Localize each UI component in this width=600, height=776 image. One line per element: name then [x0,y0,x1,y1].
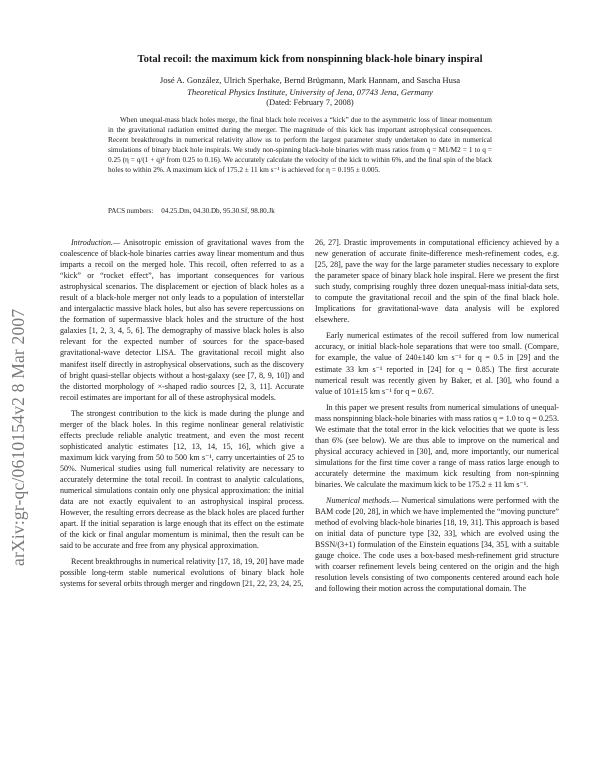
author-list: José A. González, Ulrich Sperhake, Bernd Brügmann, Mark Hannam, and Sascha Husa [159,75,461,85]
paragraph-numerical-methods [315,495,559,594]
paragraph-introduction [60,237,304,403]
abstract: When unequal-mass black holes merge, the final black hole receives a “kick” due to the asymmetric loss of linear momentum in the gravitational radiation emitted during the merger. The magnitude of this kick has important astrophysical consequences. Recent breakthroughs in numerical relativity allow us to perform the largest parameter study undertaken to date in numerical simulations of binary black hole inspirals. We study non-spinning black-hole binaries with mass ratios from q = M1/M2 = 1 to q = 0.25 (η = q/(1 + q)² from 0.25 to 0.16). We accurately calculate the velocity of the kick to within 6%, and the final spin of the black holes to within 2%. A maximum kick of 175.2 ± 11 km s⁻¹ is achieved for η = 0.195 ± 0.005. [108,115,492,174]
arxiv-identifier-stamp: arXiv:gr-qc/0610154v2 8 Mar 2007 [8,308,28,566]
paragraph: The strongest contribution to the kick is made during the plunge and merger of the black holes. In this regime nonlinear general relativistic effects preclude reliable analytic treatment, and even the most recent sophisticated analytic estimates [12, 13, 14, 15, 16], which give a maximum kick varying from 50 to 500 km s⁻¹, carry uncertainties of 25 to 50%. Numerical studies using full numerical relativity are necessary to accurately determine the total recoil. In contrast to analytic calculations, numerical simulations contain only one physical approximation: the initial data are not exactly equivalent to an astrophysical inspiral process. However, the resulting errors decrease as the black holes are placed further apart. If the initial separation is large enough that its effect on the estimate of the kick or final angular momentum is minimal, then the result can be said to be accurate and free from any physical approximation. [60,408,304,551]
pacs-codes: 04.25.Dm, 04.30.Db, 95.30.Sf, 98.80.Jk [161,207,275,215]
right-column [315,237,559,599]
section-runin-numerical-methods: Numerical methods.— [326,496,399,506]
date-line: (Dated: February 7, 2008) [266,98,354,107]
paragraph-text: Anisotropic emission of gravitational waves from the coalescence of black-hole binaries carries away linear momentum and thus imparts a recoil on the merged hole. This recoil, often referred to as a “kick” or “rocket effect”, has important consequences for various astrophysical scenarios. The displacement or ejection of black holes as a result of a black-hole merger not only leads to a population of interstellar and intergalactic massive black holes, but also has severe repercussions on the formation of supermassive black holes and the structure of the host galaxies [1, 2, 3, 4, 5, 6]. The demography of massive black holes is also relevant for the expected number of sources for the space-based gravitational-wave detector LISA. The gravitational recoil might also manifest itself directly in astrophysical observations, such as the discovery of bright quasi-stellar objects without a host-galaxy (see [7, 8, 9, 10]) and the distorted morphology of ×-shaped radio sources [2, 3, 11]. Accurate recoil estimates are important for all of these astrophysical models. [60,238,304,402]
paragraph: Recent breakthroughs in numerical relativity [17, 18, 19, 20] have made possible long-term stable numerical evolutions of binary black hole systems for several orbits through merger and ringdown [21, 22, 23, 24, 25, [60,557,304,589]
paragraph-continued: 26, 27]. Drastic improvements in computational efficiency achieved by a new generation of accurate finite-difference mesh-refinement codes, e.g. [25, 28], pave the way for the large parameter studies necessary to explore the parameter space of binary black hole inspiral. Here we present the first such study, comprising roughly three dozen unequal-mass initial-data sets, to compute the gravitational recoil and the spin of the final black hole. Implications for gravitational-wave data analysis will be explored elsewhere. [315,238,559,325]
pacs-label: PACS numbers: [108,207,154,215]
left-column [60,237,304,594]
paragraph: In this paper we present results from numerical simulations of unequal-mass nonspinning black-hole binaries with mass ratios q = 1.0 to q = 0.253. We estimate that the total error in the kick velocities that we quote is less than 6% (see below). We are thus able to improve on the numerical and physical accuracy achieved in [30], and, more importantly, our numerical simulations for the first time cover a range of mass ratios large enough to accurately determine the maximum kick resulting from non-spinning binaries. We calculate the maximum kick to be 175.2 ± 11 km s⁻¹. [315,402,559,489]
paragraph-text: Numerical simulations were performed with the BAM code [20, 28], in which we have implemented the “moving puncture” method of evolving black-hole binaries [18, 19, 31]. This approach is based on initial data of puncture type [32, 33], which are evolved using the BSSN/(3+1) formulation of the Einstein equations [34, 35], with a suitable gauge choice. The code uses a box-based mesh-refinement grid structure with coarser refinement levels being centered on the origin and the high resolution levels consisting of two components centered around each hole and following their motion across the computational domain. The [315,496,559,594]
pacs-line [108,207,492,215]
section-runin-introduction: Introduction.— [71,238,121,247]
paper-title: Total recoil: the maximum kick from nonspinning black-hole binary inspiral [137,54,483,65]
affiliation: Theoretical Physics Institute, University of Jena, 07743 Jena, Germany [187,87,433,97]
paragraph: Early numerical estimates of the recoil suffered from low numerical accuracy, or initial black-hole separations that were too small. (Compare, for example, the value of 240±140 km s⁻¹ for q = 0.5 in [29] and the estimate 33 km s⁻¹ reported in [24] for q = 0.85.) The first accurate numerical result was recently given by Baker, et al. [30], who found a value of 101±15 km s⁻¹ for q = 0.67. [315,331,559,396]
